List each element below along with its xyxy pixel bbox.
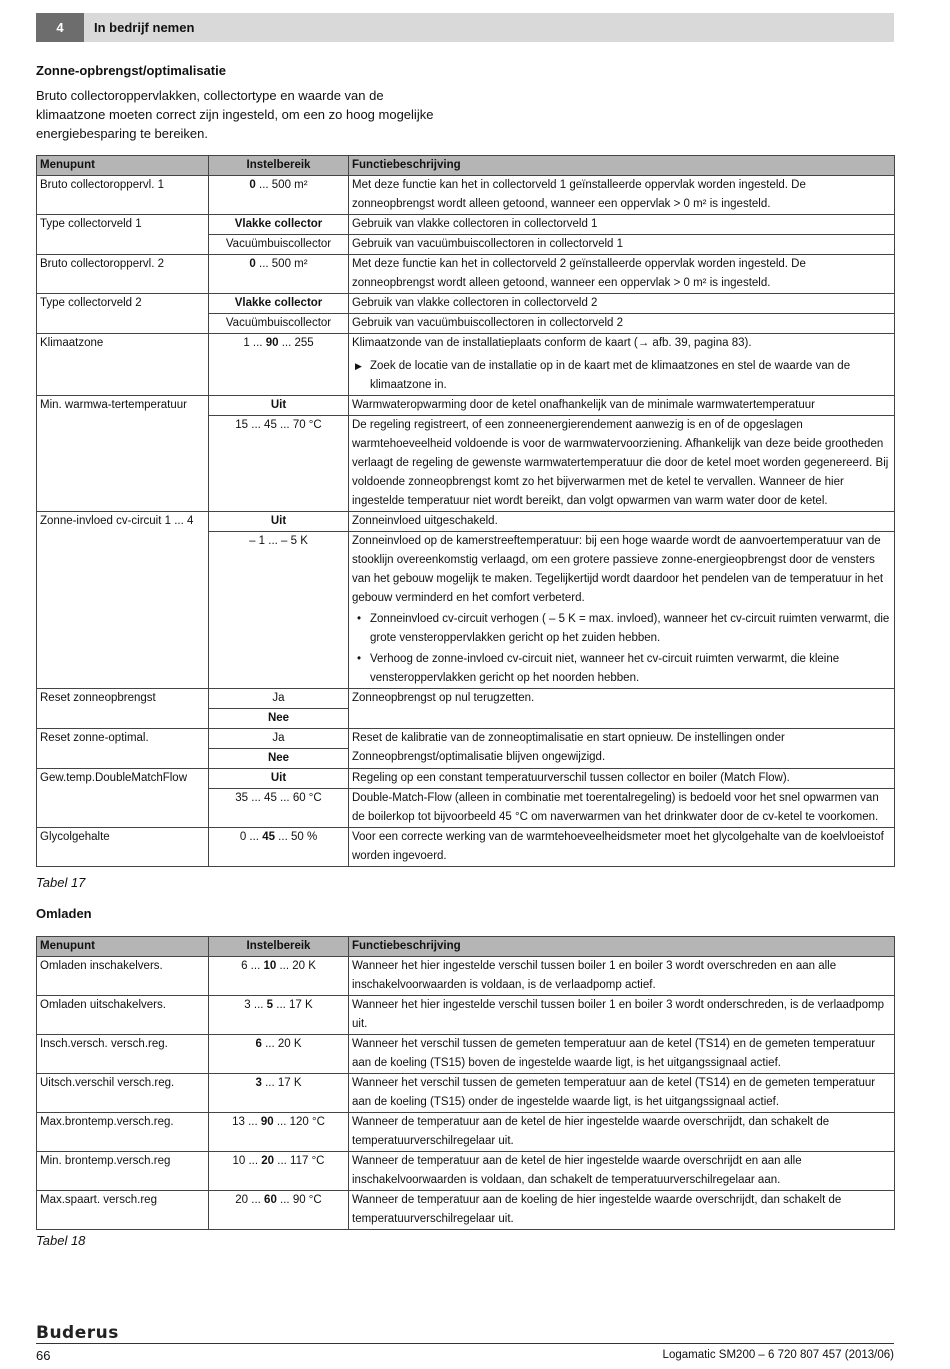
footer-divider [36,1343,894,1344]
menu-cell: Reset zonneopbrengst [37,689,209,729]
desc-cell: Gebruik van vlakke collectoren in collectorveld 1 [349,215,895,235]
menu-cell: Max.spaart. versch.reg [37,1191,209,1230]
range-cell: Nee [209,749,349,769]
table-row [37,729,895,749]
chapter-header [36,13,894,42]
table-row [37,176,895,215]
chapter-number: 4 [36,13,84,42]
range-cell: Vlakke collector [209,215,349,235]
bullet-item: • Zonneinvloed cv-circuit verhogen ( – 5 K = max. invloed), wanneer het cv-circuit ruimten verwarmt, die grote vensteroppervlakken gericht op het zuiden hebben. [352,610,891,648]
table-row [37,396,895,416]
range-cell: 6 ... 20 K [209,1035,349,1074]
desc-cell: Gebruik van vacuümbuiscollectoren in collectorveld 2 [349,314,895,334]
table-row [37,689,895,709]
range-cell: 3 ... 17 K [209,1074,349,1113]
range-cell: 15 ... 45 ... 70 °C [209,416,349,512]
bullet-dot-icon: • [357,653,362,665]
header-functie: Functiebeschrijving [349,937,895,957]
desc-cell: Zonneopbrengst op nul terugzetten. [349,689,895,729]
desc-cell: Wanneer het verschil tussen de gemeten temperatuur aan de ketel (TS14) en de gemeten temperatuur aan de koeling (TS15) onder de ingestelde waarde ligt, is het uitgangssignaal actief. [349,1074,895,1113]
range-cell: Vacuümbuiscollector [209,314,349,334]
table-row [37,1035,895,1074]
table-header-row [37,156,895,176]
menu-cell: Uitsch.verschil versch.reg. [37,1074,209,1113]
desc-cell: Wanneer de temperatuur aan de koeling de hier ingestelde waarde overschrijdt, dan schakelt de temperatuurverschilregelaar uit. [349,1191,895,1230]
desc-cell: Zonneinvloed uitgeschakeld. [349,512,895,532]
header-menupunt: Menupunt [37,937,209,957]
range-cell: Vlakke collector [209,294,349,314]
header-functie: Functiebeschrijving [349,156,895,176]
range-cell: 0 ... 500 m² [209,255,349,294]
table-18 [36,936,895,1230]
menu-cell: Zonne-invloed cv-circuit 1 ... 4 [37,512,209,689]
desc-cell: Met deze functie kan het in collectorveld 1 geïnstalleerde oppervlak worden ingesteld. De zonneopbrengst wordt alleen getoond, wanneer een oppervlak > 0 m² is ingesteld. [349,176,895,215]
desc-cell: Wanneer het hier ingestelde verschil tussen boiler 1 en boiler 3 wordt onderschreden, is de verlaadpomp uit. [349,996,895,1035]
section-title-omladen: Omladen [36,906,92,921]
range-cell: 6 ... 10 ... 20 K [209,957,349,996]
menu-cell: Omladen uitschakelvers. [37,996,209,1035]
desc-cell: Gebruik van vacuümbuiscollectoren in collectorveld 1 [349,235,895,255]
desc-cell: Double-Match-Flow (alleen in combinatie met toerentalregeling) is bedoeld voor het snel opwarmen van de boilerkop tot bijvoorbeeld 45 °C om naverwarmen van het drinkwater door de cv-ketel te voorkomen. [349,789,895,828]
buderus-logo: Buderus [36,1323,119,1343]
bullet-dot-icon: • [357,613,362,625]
table-caption: Tabel 17 [36,875,86,890]
table-row [37,1113,895,1152]
table-header-row [37,937,895,957]
menu-cell: Min. warmwa-tertemperatuur [37,396,209,512]
desc-cell: Wanneer de temperatuur aan de ketel de hier ingestelde waarde overschrijdt en aan alle inschakelvoorwaarden is voldaan, dan schakelt de temperatuurverschilregelaar aan. [349,1152,895,1191]
range-cell: Uit [209,512,349,532]
table-row [37,294,895,314]
document-reference: Logamatic SM200 – 6 720 807 457 (2013/06) [662,1349,894,1361]
range-cell: 10 ... 20 ... 117 °C [209,1152,349,1191]
desc-cell: Gebruik van vlakke collectoren in collectorveld 2 [349,294,895,314]
bullet-item: • Verhoog de zonne-invloed cv-circuit niet, wanneer het cv-circuit ruimten verwarmt, die kleine vensteroppervlakken gericht op het noorden hebben. [352,650,891,688]
desc-cell: Wanneer de temperatuur aan de ketel de hier ingestelde waarde overschrijdt, dan schakelt de temperatuurverschilregelaar uit. [349,1113,895,1152]
range-cell: 3 ... 5 ... 17 K [209,996,349,1035]
table-row [37,769,895,789]
menu-cell: Max.brontemp.versch.reg. [37,1113,209,1152]
range-cell: 0 ... 45 ... 50 % [209,828,349,867]
table-17 [36,155,895,867]
range-cell: 13 ... 90 ... 120 °C [209,1113,349,1152]
instruction-step: ▶ Zoek de locatie van de installatie op in de kaart met de klimaatzones en stel de waarde van de klimaatzone in. [352,357,891,395]
range-cell: 35 ... 45 ... 60 °C [209,789,349,828]
menu-cell: Insch.versch. versch.reg. [37,1035,209,1074]
range-cell: 0 ... 500 m² [209,176,349,215]
menu-cell: Gew.temp.DoubleMatchFlow [37,769,209,828]
range-cell: Ja [209,729,349,749]
page-number: 66 [36,1348,51,1363]
section-intro: Bruto collectoroppervlakken, collectortype en waarde van de klimaatzone moeten correct zijn ingesteld, om een zo hoog mogelijke energiebesparing te bereiken. [36,88,434,141]
desc-cell: Reset de kalibratie van de zonneoptimalisatie en start opnieuw. De instellingen onder Zonneopbrengst/optimalisatie blijven ongewijzigd. [349,729,895,769]
range-cell: – 1 ... – 5 K [209,532,349,689]
menu-cell: Bruto collectoroppervl. 2 [37,255,209,294]
table-row [37,512,895,532]
section-title-zonne: Zonne-opbrengst/optimalisatie [36,63,226,78]
desc-cell: Regeling op een constant temperatuurverschil tussen collector en boiler (Match Flow). [349,769,895,789]
menu-cell: Glycolgehalte [37,828,209,867]
table-row [37,334,895,396]
header-menupunt: Menupunt [37,156,209,176]
desc-cell: Warmwateropwarming door de ketel onafhankelijk van de minimale warmwatertemperatuur [349,396,895,416]
range-cell: 20 ... 60 ... 90 °C [209,1191,349,1230]
header-instelbereik: Instelbereik [209,937,349,957]
desc-cell: Wanneer het verschil tussen de gemeten temperatuur aan de ketel (TS14) en de gemeten temperatuur aan de koeling (TS15) boven de ingestelde waarde ligt, is het uitgangssignaal actief. [349,1035,895,1074]
table-caption: Tabel 18 [36,1233,86,1248]
desc-cell: Met deze functie kan het in collectorveld 2 geïnstalleerde oppervlak worden ingesteld. De zonneopbrengst wordt alleen getoond, wanneer een oppervlak > 0 m² is ingesteld. [349,255,895,294]
step-arrow-icon: ▶ [355,361,362,371]
desc-cell: De regeling registreert, of een zonneenergierendement aanwezig is en of de opgeslagen warmtehoeveelheid voldoende is voor de warmwatervoorziening. Afhankelijk van deze beide grootheden verlaagt de regeling de gewenste warmwatertemperatuur die door de ketel moet worden gegenereerd. Bij voldoende zonneopbrengst komt zo het bijverwarmen met de ketel te vervallen. Wanneer de hier ingestelde temperatuur niet wordt bereikt, dan volgt opwarmen van warm water door de ketel. [349,416,895,512]
desc-cell: Voor een correcte werking van de warmtehoeveelheidsmeter moet het glycolgehalte van de koelvloeistof worden ingevoerd. [349,828,895,867]
range-cell: Uit [209,396,349,416]
table-row [37,828,895,867]
table-row [37,1191,895,1230]
range-cell: Uit [209,769,349,789]
range-cell: Nee [209,709,349,729]
menu-cell: Type collectorveld 1 [37,215,209,255]
table-row [37,255,895,294]
desc-cell: Zonneinvloed op de kamerstreeftemperatuur: bij een hoge waarde wordt de aanvoertemperatuur van de stooklijn overeenkomstig verlaagd, om een grotere passieve zonne-energieopbrengst door de vensters van het gebouw mogelijk te maken. Tegelijkertijd wordt daardoor het pendelen van de temperatuur in het gebouw verminderd en het comfort verbeterd. • Zonneinvloed cv-circuit verhogen ( – 5 K = max. invloed), wanneer het cv-circuit ruimten verwarmt, die grote vensteroppervlakken gericht op het zuiden hebben. • Verhoog de zonne-invloed cv-circuit niet, wanneer het cv-circuit ruimten verwarmt, die kleine vensteroppervlakken gericht op het noorden hebben. [349,532,895,689]
table-row [37,1074,895,1113]
range-cell: Vacuümbuiscollector [209,235,349,255]
menu-cell: Reset zonne-optimal. [37,729,209,769]
range-cell: Ja [209,689,349,709]
table-row [37,996,895,1035]
desc-cell: Wanneer het hier ingestelde verschil tussen boiler 1 en boiler 3 wordt overschreden en aan alle inschakelvoorwaarden is voldaan, is de verlaadpomp actief. [349,957,895,996]
menu-cell: Min. brontemp.versch.reg [37,1152,209,1191]
menu-cell: Type collectorveld 2 [37,294,209,334]
menu-cell: Omladen inschakelvers. [37,957,209,996]
table-row [37,215,895,235]
chapter-title: In bedrijf nemen [94,20,195,35]
table-row [37,957,895,996]
header-instelbereik: Instelbereik [209,156,349,176]
table-row [37,1152,895,1191]
menu-cell: Bruto collectoroppervl. 1 [37,176,209,215]
range-cell: 1 ... 90 ... 255 [209,334,349,396]
menu-cell: Klimaatzone [37,334,209,396]
desc-cell: Klimaatzonde van de installatieplaats conform de kaart (→ afb. 39, pagina 83). ▶ Zoek de locatie van de installatie op in de kaart met de klimaatzones en stel de waarde van de klimaatzone in. [349,334,895,396]
